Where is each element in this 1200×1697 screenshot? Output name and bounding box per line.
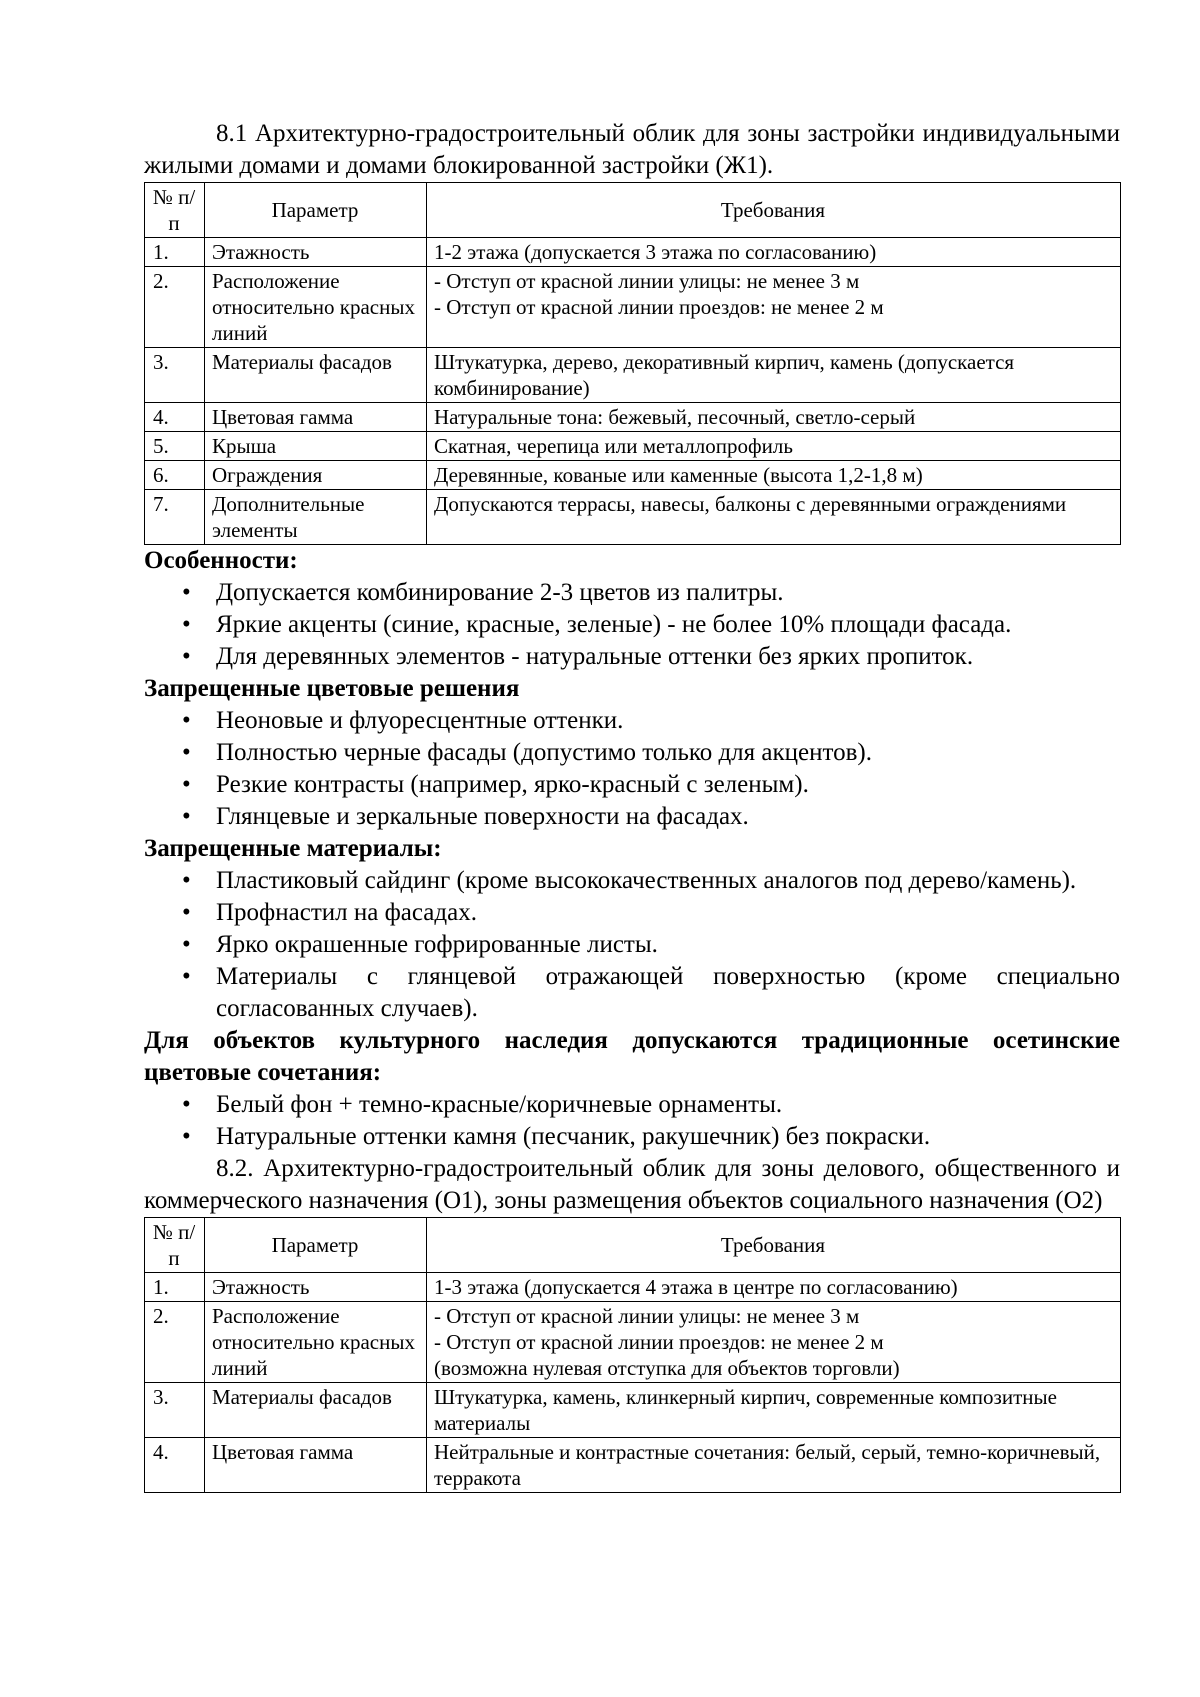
requirement-line: 1-3 этажа (допускается 4 этажа в центре по согласованию)	[434, 1275, 958, 1299]
heritage-title: Для объектов культурного наследия допускаются традиционные осетинские цветовые сочетания:	[144, 1027, 1120, 1086]
list-item: • Яркие акценты (синие, красные, зеленые) - не более 10% площади фасада.	[144, 609, 1120, 641]
row-requirement	[427, 1438, 1121, 1493]
row-requirement	[427, 490, 1121, 545]
requirement-line: Штукатурка, дерево, декоративный кирпич, камень (допускается комбинирование)	[434, 350, 1015, 400]
header-param: Параметр	[205, 183, 427, 238]
table-header-row	[145, 183, 1121, 238]
row-requirement	[427, 1302, 1121, 1383]
requirement-line: Натуральные тона: бежевый, песочный, светло-серый	[434, 405, 916, 429]
row-number: 4.	[145, 1438, 205, 1493]
requirement-line: 1-2 этажа (допускается 3 этажа по согласованию)	[434, 240, 877, 264]
requirement-line: Деревянные, кованые или каменные (высота 1,2-1,8 м)	[434, 463, 923, 487]
requirement-line: Допускаются террасы, навесы, балконы с деревянными ограждениями	[434, 492, 1067, 516]
table-row	[145, 1383, 1121, 1438]
header-param: Параметр	[205, 1218, 427, 1273]
row-number: 2.	[145, 267, 205, 348]
list-item: • Пластиковый сайдинг (кроме высококачественных аналогов под дерево/камень).	[144, 865, 1120, 897]
row-parameter: Этажность	[205, 1273, 427, 1302]
row-requirement	[427, 432, 1121, 461]
table-row	[145, 238, 1121, 267]
forbidden-materials-title: Запрещенные материалы:	[144, 835, 442, 862]
list-item: • Допускается комбинирование 2-3 цветов из палитры.	[144, 577, 1120, 609]
row-parameter: Крыша	[205, 432, 427, 461]
row-parameter: Цветовая гамма	[205, 1438, 427, 1493]
section-1-table	[144, 182, 1121, 545]
row-parameter: Материалы фасадов	[205, 1383, 427, 1438]
list-item: • Натуральные оттенки камня (песчаник, ракушечник) без покраски.	[144, 1121, 1120, 1153]
row-number: 7.	[145, 490, 205, 545]
section-2-table-body	[145, 1273, 1121, 1493]
requirement-line: - Отступ от красной линии проездов: не менее 2 м	[434, 1330, 884, 1354]
row-number: 6.	[145, 461, 205, 490]
list-item: • Резкие контрасты (например, ярко-красный с зеленым).	[144, 769, 1120, 801]
row-number: 1.	[145, 1273, 205, 1302]
row-parameter: Этажность	[205, 238, 427, 267]
row-parameter: Цветовая гамма	[205, 403, 427, 432]
table-row	[145, 1438, 1121, 1493]
row-number: 1.	[145, 238, 205, 267]
heritage-list	[144, 1089, 1120, 1153]
row-number: 3.	[145, 348, 205, 403]
features-list	[144, 577, 1120, 673]
header-num: № п/п	[145, 183, 205, 238]
table-row	[145, 267, 1121, 348]
list-item: • Материалы с глянцевой отражающей поверхностью (кроме специально согласованных случаев).	[144, 961, 1120, 1025]
section-1-heading: 8.1 Архитектурно-градостроительный облик для зоны застройки индивидуальными жилыми домами и домами блокированной застройки (Ж1).	[144, 120, 1120, 179]
requirement-line: - Отступ от красной линии улицы: не менее 3 м	[434, 269, 860, 293]
table-row	[145, 348, 1121, 403]
header-req: Требования	[427, 1218, 1121, 1273]
row-requirement	[427, 1273, 1121, 1302]
forbidden-colors-title: Запрещенные цветовые решения	[144, 675, 520, 702]
forbidden-colors-list	[144, 705, 1120, 833]
requirement-line: - Отступ от красной линии улицы: не менее 3 м	[434, 1304, 860, 1328]
document-page	[144, 118, 1120, 1493]
table-row	[145, 490, 1121, 545]
row-requirement	[427, 238, 1121, 267]
list-item: • Неоновые и флуоресцентные оттенки.	[144, 705, 1120, 737]
table-row	[145, 1273, 1121, 1302]
row-parameter: Расположение относительно красных линий	[205, 267, 427, 348]
list-item: • Ярко окрашенные гофрированные листы.	[144, 929, 1120, 961]
row-requirement	[427, 1383, 1121, 1438]
row-parameter: Расположение относительно красных линий	[205, 1302, 427, 1383]
row-parameter: Ограждения	[205, 461, 427, 490]
requirement-line: Нейтральные и контрастные сочетания: белый, серый, темно-коричневый, терракота	[434, 1440, 1101, 1490]
row-parameter: Материалы фасадов	[205, 348, 427, 403]
section-1-table-body	[145, 238, 1121, 545]
row-requirement	[427, 403, 1121, 432]
list-item: • Глянцевые и зеркальные поверхности на фасадах.	[144, 801, 1120, 833]
requirement-line: (возможна нулевая отступка для объектов торговли)	[434, 1356, 900, 1380]
header-req: Требования	[427, 183, 1121, 238]
features-title: Особенности:	[144, 547, 298, 574]
list-item: • Полностью черные фасады (допустимо только для акцентов).	[144, 737, 1120, 769]
row-requirement	[427, 267, 1121, 348]
requirement-line: Скатная, черепица или металлопрофиль	[434, 434, 793, 458]
forbidden-materials-list	[144, 865, 1120, 1025]
list-item: • Профнастил на фасадах.	[144, 897, 1120, 929]
row-requirement	[427, 348, 1121, 403]
table-row	[145, 403, 1121, 432]
requirement-line: - Отступ от красной линии проездов: не менее 2 м	[434, 295, 884, 319]
table-row	[145, 432, 1121, 461]
table-row	[145, 1302, 1121, 1383]
row-requirement	[427, 461, 1121, 490]
row-parameter: Дополнительные элементы	[205, 490, 427, 545]
requirement-line: Штукатурка, камень, клинкерный кирпич, современные композитные материалы	[434, 1385, 1057, 1435]
table-header-row	[145, 1218, 1121, 1273]
section-2-heading: 8.2. Архитектурно-градостроительный облик для зоны делового, общественного и коммерческого назначения (О1), зоны размещения объектов социального назначения (О2)	[144, 1155, 1120, 1214]
header-num: № п/п	[145, 1218, 205, 1273]
row-number: 2.	[145, 1302, 205, 1383]
row-number: 3.	[145, 1383, 205, 1438]
list-item: • Белый фон + темно-красные/коричневые орнаменты.	[144, 1089, 1120, 1121]
list-item: • Для деревянных элементов - натуральные оттенки без ярких пропиток.	[144, 641, 1120, 673]
row-number: 4.	[145, 403, 205, 432]
row-number: 5.	[145, 432, 205, 461]
table-row	[145, 461, 1121, 490]
section-2-table	[144, 1217, 1121, 1493]
